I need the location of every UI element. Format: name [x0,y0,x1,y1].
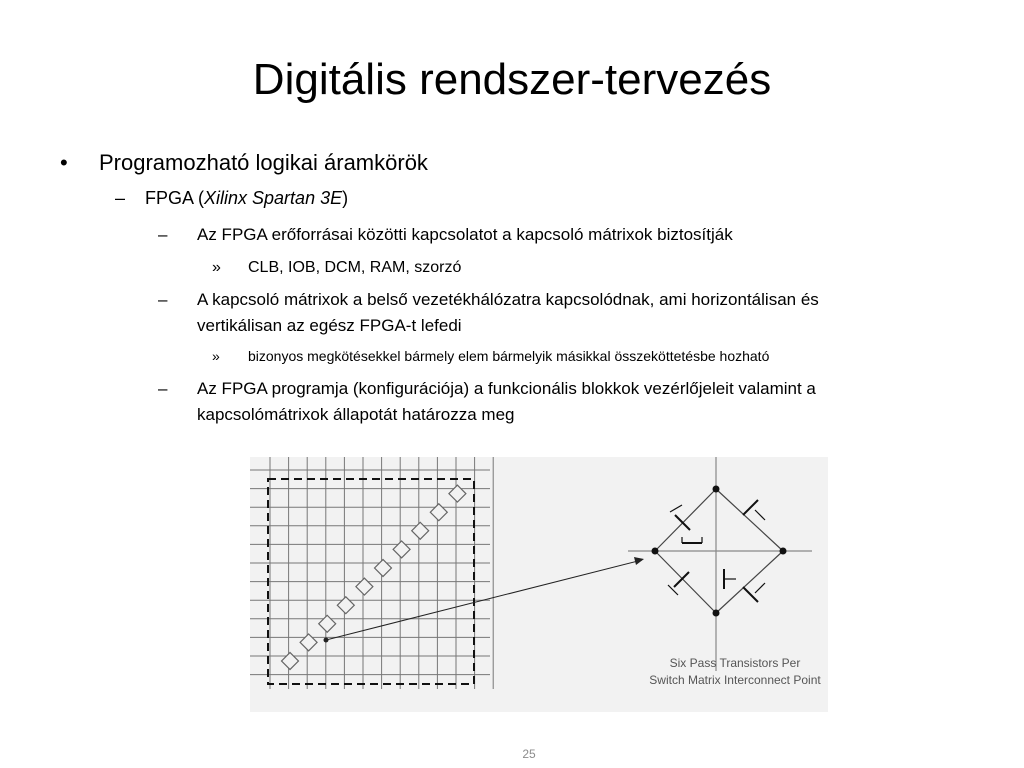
bullet-level3-text-line1: A kapcsoló mátrixok a belső vezetékhálózatra kapcsolódnak, ami horizontálisan és [197,290,819,309]
bullet-level3-text-line1: Az FPGA programja (konfigurációja) a funkcionális blokkok vezérlőjeleit valamint a [197,379,816,398]
dash-marker: – [158,379,168,398]
bullet-marker: • [60,150,68,175]
page-number: 25 [522,747,536,761]
dash-marker: – [115,188,126,208]
bullet-level4-text: CLB, IOB, DCM, RAM, szorzó [248,259,462,276]
bullet-level1-text: Programozható logikai áramkörök [99,150,428,175]
slide-title: Digitális rendszer-tervezés [252,55,772,104]
bullet-level3-text-line2: vertikálisan az egész FPGA-t lefedi [197,316,462,335]
dash-marker: – [158,290,168,309]
fpga-prefix: FPGA ( [145,188,205,208]
chevron-marker: » [212,348,220,364]
figure-caption-line2: Switch Matrix Interconnect Point [649,673,821,687]
switch-matrix-diagram [250,457,828,712]
arrow-origin [324,638,329,643]
bullet-level3-text: Az FPGA erőforrásai közötti kapcsolatot a kapcsoló mátrixok biztosítják [197,225,733,244]
fpga-device-name: Xilinx Spartan 3E [204,188,343,208]
bullet-level4-text: bizonyos megkötésekkel bármely elem bármelyik másikkal összeköttetésbe hozható [248,348,770,364]
switch-matrix-figure [250,457,828,712]
figure-caption-line1: Six Pass Transistors Per [669,656,801,670]
bullet-level2-text [145,186,348,210]
bullet-level3-text-line2: kapcsolómátrixok állapotát határozza meg [197,405,515,424]
dash-marker: – [158,225,168,244]
fpga-suffix: ) [342,188,349,208]
chevron-marker: » [212,259,221,276]
